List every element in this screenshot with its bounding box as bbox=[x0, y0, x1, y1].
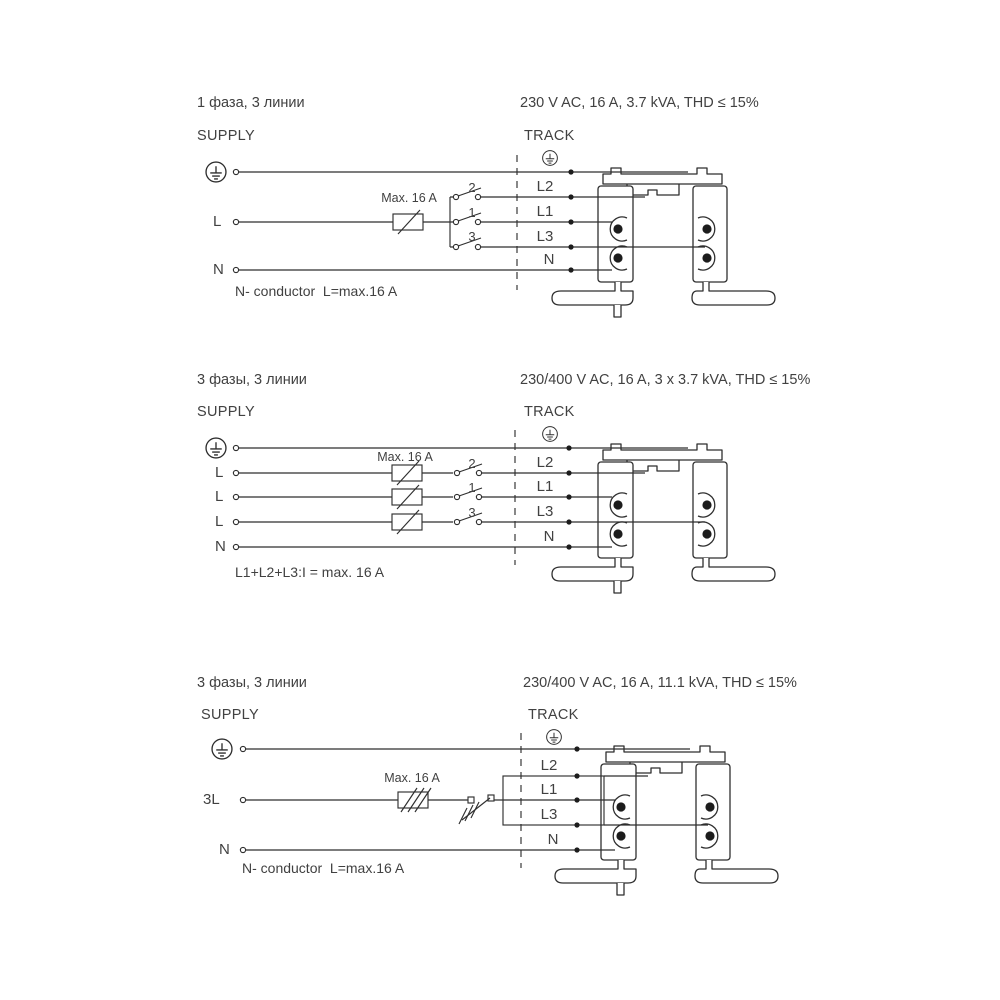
diagram3-title-right: 230/400 V AC, 16 A, 11.1 kVA, THD ≤ 15% bbox=[523, 675, 797, 691]
earth-icon-supply bbox=[206, 162, 226, 182]
supply-terminal-L: L bbox=[213, 213, 222, 230]
diagram1-track-label: TRACK bbox=[524, 128, 575, 144]
diagram2-track-label: TRACK bbox=[524, 404, 575, 420]
diagram1-supply-label: SUPPLY bbox=[197, 128, 255, 144]
diagram2-title-right: 230/400 V AC, 16 A, 3 x 3.7 kVA, THD ≤ 15% bbox=[520, 372, 811, 388]
supply-terminal-N: N bbox=[219, 841, 230, 858]
track-profile-icon bbox=[555, 746, 778, 895]
earth-icon-track bbox=[547, 730, 562, 745]
supply-terminal-L: L bbox=[215, 464, 224, 481]
switch-number: 1 bbox=[468, 480, 476, 495]
switch-number: 3 bbox=[468, 505, 476, 520]
earth-icon-supply bbox=[206, 438, 226, 458]
junction-dots bbox=[566, 445, 571, 549]
diagram1-note: N- conductor L=max.16 A bbox=[235, 283, 398, 299]
earth-icon-track bbox=[543, 151, 558, 166]
track-terminal-L3: L3 bbox=[540, 806, 558, 823]
diagram2-note: L1+L2+L3:I = max. 16 A bbox=[235, 564, 385, 580]
track-terminal-N: N bbox=[543, 528, 555, 545]
diagram3-supply-label: SUPPLY bbox=[201, 707, 259, 723]
diagram3-title-left: 3 фазы, 3 линии bbox=[197, 675, 307, 691]
supply-terminal-N: N bbox=[215, 538, 226, 555]
track-terminal-N: N bbox=[547, 831, 559, 848]
diagram1-title-left: 1 фаза, 3 линии bbox=[197, 95, 305, 111]
supply-terminal-L: L bbox=[215, 488, 224, 505]
supply-terminal-icons bbox=[233, 445, 238, 549]
fuse-rating-label: Max. 16 A bbox=[381, 191, 437, 205]
fuse-icon-3pole bbox=[398, 788, 431, 812]
diagram3-track-label: TRACK bbox=[528, 707, 579, 723]
switch-number: 3 bbox=[468, 229, 476, 244]
junction-dots bbox=[574, 746, 579, 852]
switch-number: 2 bbox=[468, 180, 476, 195]
supply-terminal-L: L bbox=[215, 513, 224, 530]
track-terminal-L2: L2 bbox=[540, 757, 558, 774]
track-terminal-L1: L1 bbox=[536, 478, 554, 495]
switch-number: 2 bbox=[468, 456, 476, 471]
track-profile-icon bbox=[552, 444, 775, 593]
track-terminal-N: N bbox=[543, 251, 555, 268]
supply-terminal-icons bbox=[240, 746, 245, 852]
supply-terminal-N: N bbox=[213, 261, 224, 278]
earth-icon-supply bbox=[212, 739, 232, 759]
junction-dots bbox=[568, 169, 573, 272]
diagram2-title-left: 3 фазы, 3 линии bbox=[197, 372, 307, 388]
diagram1-title-right: 230 V AC, 16 A, 3.7 kVA, THD ≤ 15% bbox=[520, 95, 759, 111]
track-terminal-L3: L3 bbox=[536, 228, 554, 245]
fuse-rating-label: Max. 16 A bbox=[384, 771, 440, 785]
track-terminal-L1: L1 bbox=[540, 781, 558, 798]
fuse-rating-label: Max. 16 A bbox=[377, 450, 433, 464]
track-profile-icon bbox=[552, 168, 775, 317]
earth-icon-track bbox=[543, 427, 558, 442]
diagram2-supply-label: SUPPLY bbox=[197, 404, 255, 420]
track-terminal-L1: L1 bbox=[536, 203, 554, 220]
supply-terminal-icons bbox=[233, 169, 238, 272]
track-terminal-L3: L3 bbox=[536, 503, 554, 520]
switch-icons bbox=[453, 188, 481, 250]
track-terminal-L2: L2 bbox=[536, 178, 554, 195]
track-terminal-L2: L2 bbox=[536, 454, 554, 471]
diagram3-note: N- conductor L=max.16 A bbox=[242, 860, 405, 876]
fuse-icons bbox=[392, 461, 422, 534]
supply-terminal-3L: 3L bbox=[203, 791, 220, 808]
switch-number: 1 bbox=[468, 205, 476, 220]
switch-icon-3pole bbox=[459, 795, 494, 824]
fuse-icon bbox=[393, 210, 423, 234]
